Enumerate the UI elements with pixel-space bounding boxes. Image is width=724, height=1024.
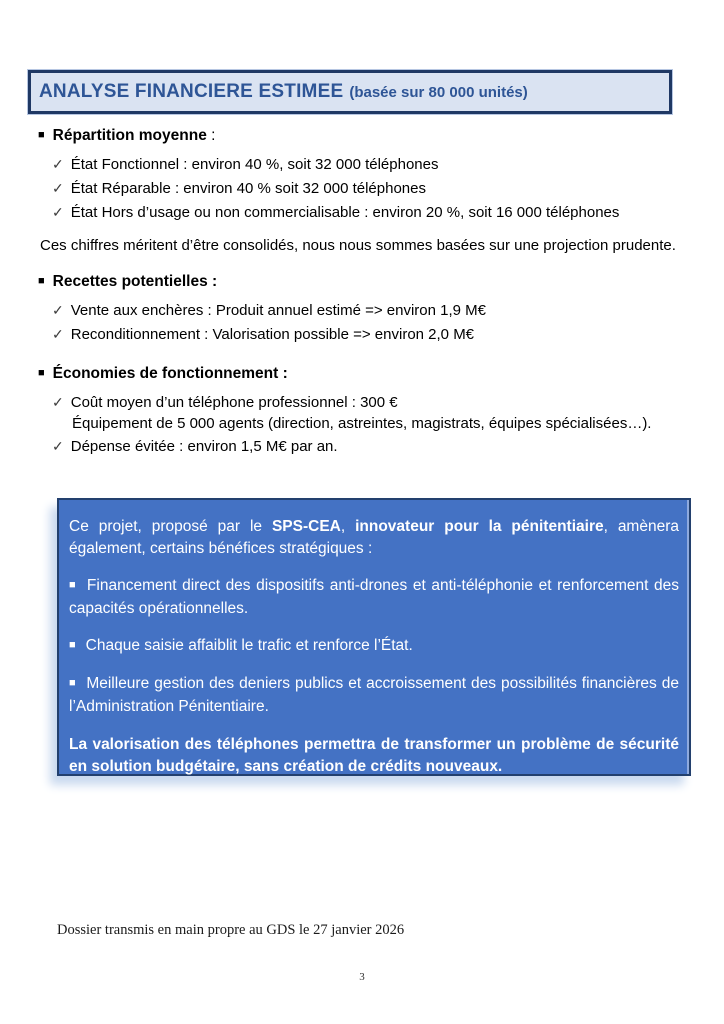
square-bullet-icon: ■ (38, 129, 45, 141)
section-heading-economies (38, 365, 724, 383)
highlight-intro (69, 516, 679, 560)
square-bullet-icon: ■ (69, 579, 77, 591)
section-colon: : (206, 127, 216, 144)
section-colon: : (207, 273, 218, 290)
intro-bold-sps-cea: SPS-CEA (271, 518, 341, 535)
check-icon: ✓ (52, 156, 64, 172)
list-item (52, 201, 716, 224)
section-heading-repartition (38, 127, 724, 145)
section-title: Recettes potentielles (52, 273, 208, 290)
list-item-subtext: Équipement de 5 000 agents (direction, astreintes, magistrats, équipes spécialisées…). (72, 415, 652, 432)
check-icon: ✓ (52, 180, 64, 196)
check-icon: ✓ (52, 326, 64, 342)
list-item (52, 299, 716, 322)
square-bullet-icon: ■ (69, 639, 76, 651)
highlight-conclusion: La valorisation des téléphones permettra de transformer un problème de sécurité en solution budgétaire, sans création de crédits nouveaux. (69, 736, 679, 775)
page-title: ANALYSE FINANCIERE ESTIMEE (39, 81, 344, 102)
check-icon: ✓ (52, 302, 64, 318)
note-paragraph: Ces chiffres méritent d’être consolidés, nous nous sommes basées sur une projection prudente. (40, 237, 676, 254)
list-item-text: Dépense évitée : environ 1,5 M€ par an. (70, 438, 338, 455)
highlight-bullet (69, 575, 679, 620)
check-icon: ✓ (52, 204, 64, 220)
list-item-text: Coût moyen d’un téléphone professionnel : 300 € (70, 394, 398, 411)
intro-bold-innovateur: innovateur pour la pénitentiaire (355, 518, 604, 535)
highlight-bullet-text: Chaque saisie affaiblit le trafic et renforce l’État. (85, 637, 413, 654)
section-heading-recettes (38, 273, 724, 291)
page-title-suffix: (basée sur 80 000 unités) (349, 83, 528, 101)
square-bullet-icon: ■ (38, 275, 45, 287)
list-item-text: État Fonctionnel : environ 40 %, soit 32 000 téléphones (70, 156, 439, 173)
list-item (52, 323, 716, 346)
list-item-text: État Réparable : environ 40 % soit 32 000 téléphones (70, 180, 426, 197)
intro-text: , amènera également, certains bénéfices stratégiques : (69, 518, 679, 557)
highlight-bullet (69, 635, 679, 658)
highlight-bullet (69, 673, 679, 718)
section-colon: : (278, 365, 288, 382)
intro-text: Ce projet, proposé par le (69, 518, 272, 535)
check-icon: ✓ (52, 438, 64, 454)
section-title: Économies de fonctionnement (52, 365, 279, 382)
footer-note: Dossier transmis en main propre au GDS le 27 janvier 2026 (57, 922, 405, 938)
list-item-text: Vente aux enchères : Produit annuel estimé => environ 1,9 M€ (70, 302, 486, 319)
highlight-box (57, 498, 691, 776)
list-item (52, 177, 716, 200)
title-box (28, 70, 672, 114)
square-bullet-icon: ■ (69, 677, 77, 689)
check-icon: ✓ (52, 394, 64, 410)
intro-text: , (340, 518, 356, 535)
list-item-text: Reconditionnement : Valorisation possible => environ 2,0 M€ (70, 326, 475, 343)
list-item (52, 153, 716, 176)
highlight-bullet-text: Financement direct des dispositifs anti-drones et anti-téléphonie et renforcement des capacités opérationnelles. (69, 577, 679, 617)
highlight-bullet-text: Meilleure gestion des deniers publics et accroissement des possibilités financières de l’Administration Pénitentiaire. (69, 675, 679, 715)
list-item-text: État Hors d’usage ou non commercialisable : environ 20 %, soit 16 000 téléphones (70, 204, 620, 221)
list-item (52, 435, 716, 458)
square-bullet-icon: ■ (38, 367, 45, 379)
list-item (52, 391, 716, 434)
page-number: 3 (359, 971, 365, 983)
section-title: Répartition moyenne (52, 127, 207, 144)
document-body (0, 127, 724, 459)
